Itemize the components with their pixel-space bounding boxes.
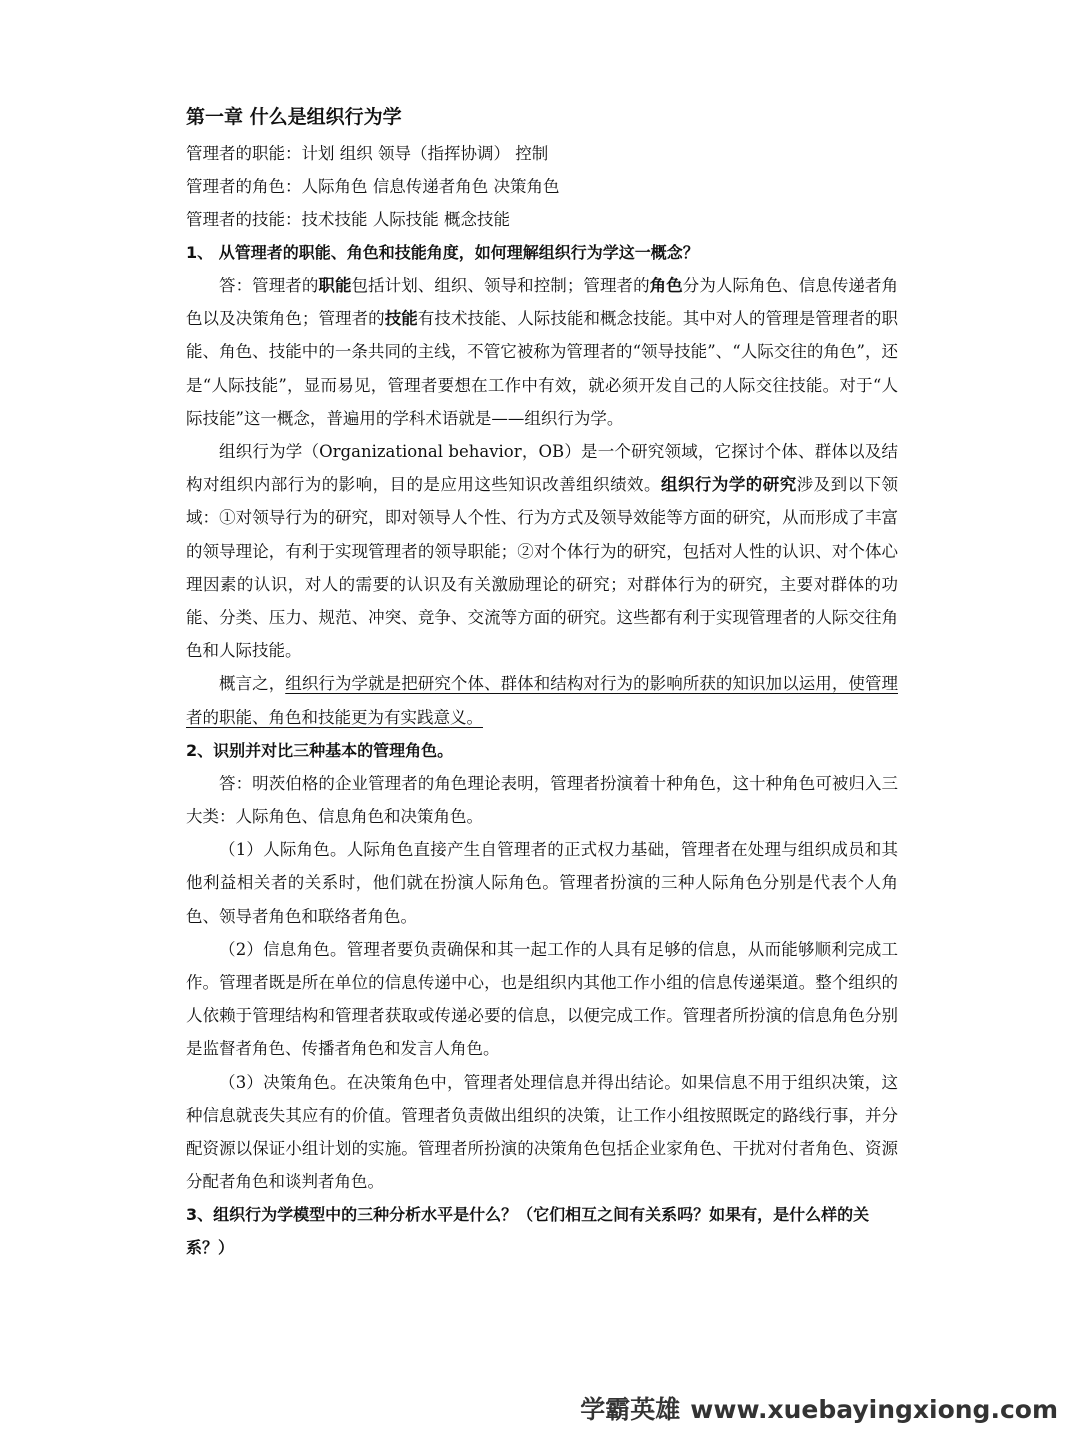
bold-term-skills: 技能 xyxy=(384,309,418,329)
answer-1-paragraph-3: 概言之，组织行为学就是把研究个体、群体和结构对行为的影响所获的知识加以运用，使管理者的职能、角色和技能更为有实践意义。 xyxy=(186,674,898,727)
question-1: 1、 从管理者的职能、角色和技能角度，如何理解组织行为学这一概念？ xyxy=(186,243,699,262)
question-3: 3、组织行为学模型中的三种分析水平是什么？（它们相互之间有关系吗？如果有，是什么样的关系？） xyxy=(186,1205,870,1258)
document-page xyxy=(186,104,898,1264)
answer-1-paragraph-1: 答：管理者的职能包括计划、组织、领导和控制；管理者的角色分为人际角色、信息传递者角色以及决策角色；管理者的技能有技术技能、人际技能和概念技能。其中对人的管理是管理者的职能、角色、技能中的一条共同的主线，不管它被称为管理者的“领导技能”、“人际交往的角色”，还是“人际技能”，显而易见，管理者要想在工作中有效，就必须开发自己的人际交往技能。对于“人际技能”这一概念，普遍用的学科术语就是——组织行为学。 xyxy=(186,276,899,428)
watermark-brand: 学霸英雄 xyxy=(580,1395,681,1424)
chapter-title: 第一章 什么是组织行为学 xyxy=(186,106,402,128)
bold-term-ob-research: 组织行为学的研究 xyxy=(660,475,797,495)
underlined-conclusion: 组织行为学就是把研究个体、群体和结构对行为的影响所获的知识加以运用，使管理者的职能、角色和技能更为有实践意义。 xyxy=(186,674,898,727)
bold-term-roles: 角色 xyxy=(649,276,683,295)
manager-skills-line: 管理者的技能：技术技能 人际技能 概念技能 xyxy=(186,210,510,229)
answer-2-informational-role: （2）信息角色。管理者要负责确保和其一起工作的人具有足够的信息，从而能够顺利完成工作。管理者既是所在单位的信息传递中心，也是组织内其他工作小组的信息传递渠道。整个组织的人依赖于管理结构和管理者获取或传递必要的信息，以便完成工作。管理者所扮演的信息角色分别是监督者角色、传播者角色和发言人角色。 xyxy=(186,939,898,1059)
watermark-footer xyxy=(580,1390,1058,1426)
question-2: 2、识别并对比三种基本的管理角色。 xyxy=(186,740,454,760)
answer-2-paragraph-1: 答：明茨伯格的企业管理者的角色理论表明，管理者扮演着十种角色，这十种角色可被归入三大类：人际角色、信息角色和决策角色。 xyxy=(186,773,898,827)
answer-1-paragraph-2: 组织行为学（Organizational behavior，OB）是一个研究领域，它探讨个体、群体以及结构对组织内部行为的影响，目的是应用这些知识改善组织绩效。组织行为学的研究涉及到以下领域：①对领导行为的研究，即对领导人个性、行为方式及领导效能等方面的研究，从而形成了丰富的领导理论，有利于实现管理者的领导职能；②对个体行为的研究，包括对人性的认识、对个体心理因素的认识，对人的需要的认识及有关激励理论的研究；对群体行为的研究，主要对群体的功能、分类、压力、规范、冲突、竞争、交流等方面的研究。这些都有利于实现管理者的人际交往角色和人际技能。 xyxy=(186,442,899,661)
manager-functions-line: 管理者的职能：计划 组织 领导（指挥协调） 控制 xyxy=(186,144,549,163)
manager-roles-line: 管理者的角色：人际角色 信息传递者角色 决策角色 xyxy=(186,177,560,196)
answer-2-decisional-role: （3）决策角色。在决策角色中，管理者处理信息并得出结论。如果信息不用于组织决策，这种信息就丧失其应有的价值。管理者负责做出组织的决策，让工作小组按照既定的路线行事，并分配资源以保证小组计划的实施。管理者所扮演的决策角色包括企业家角色、干扰对付者角色、资源分配者角色和谈判者角色。 xyxy=(186,1072,898,1192)
bold-term-functions: 职能 xyxy=(318,276,352,295)
answer-2-interpersonal-role: （1）人际角色。人际角色直接产生自管理者的正式权力基础，管理者在处理与组织成员和其他利益相关者的关系时，他们就在扮演人际角色。管理者扮演的三种人际角色分别是代表个人角色、领导者角色和联络者角色。 xyxy=(186,840,898,926)
watermark-url: www.xuebayingxiong.com xyxy=(690,1395,1058,1424)
